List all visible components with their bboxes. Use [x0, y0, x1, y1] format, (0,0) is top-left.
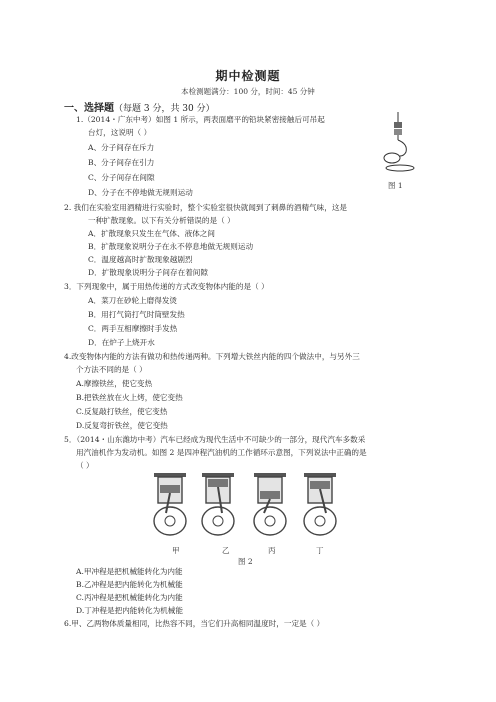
q4-option-c: C.反复敲打铁丝，使它变热: [76, 407, 168, 416]
section-heading-note: （每题 3 分，共 30 分）: [114, 104, 215, 114]
q1-option-b: B、分子间存在引力: [88, 158, 155, 167]
q3-option-b: B．用打气筒打气时筒壁发热: [88, 310, 185, 319]
q4-option-b: B.把铁丝放在火上烤，使它变热: [76, 393, 183, 402]
engine-bing-drawing: [254, 473, 286, 535]
q5-option-b: B.乙冲程是把内能转化为机械能: [76, 580, 183, 589]
q1-line-1: 1.（2014・广东中考）如图 1 所示，两表面磨平的铅块紧密接触后可吊起: [76, 115, 325, 124]
figure-1-lamp-illustration: [378, 112, 418, 176]
q3-option-c: C．两手互相摩擦时手发热: [88, 324, 178, 333]
engine-label-jia: 甲: [172, 546, 180, 555]
q5-option-a: A.甲冲程是把机械能转化为内能: [76, 567, 183, 576]
figure-2-label: 图 2: [238, 557, 253, 566]
engine-label-ding: 丁: [316, 546, 324, 555]
q2-line-1: 2. 我们在实验室用酒精进行实验时，整个实验室很快就闻到了刺鼻的酒精气味，这是: [64, 203, 348, 212]
q2-line-2: 一种扩散现象。以下有关分析错误的是（ ）: [88, 216, 235, 225]
q1-line-2: 台灯，这说明（ ）: [88, 128, 152, 137]
page-title: 期中检测题: [215, 69, 281, 83]
engine-jia-drawing: [154, 473, 186, 535]
q1-option-c: C、分子间存在间隙: [88, 173, 155, 182]
q5-line-1: 5．（2014・山东潍坊中考）汽车已经成为现代生活中不可缺少的一部分，现代汽车多数采: [64, 435, 366, 444]
q2-option-c: C．温度越高时扩散现象越剧烈: [88, 255, 193, 264]
q6-line-1: 6.甲、乙两物体质量相同，比热容不同，当它们升高相同温度时，一定是（ ）: [64, 619, 325, 628]
q2-option-a: A．扩散现象只发生在气体、液体之间: [88, 229, 215, 238]
q2-option-b: B．扩散现象说明分子在永不停息地做无规则运动: [88, 242, 254, 251]
engine-label-yi: 乙: [222, 546, 230, 555]
section-heading: [64, 99, 215, 114]
q5-line-2: 用汽油机作为发动机。如图 2 是四冲程汽油机的工作循环示意图，下列说法中正确的是: [76, 448, 367, 457]
figure-1-label: 图 1: [388, 181, 403, 190]
q4-line-2: 个方法不同的是（ ）: [76, 365, 147, 374]
figure-2-engine-cycle: [148, 469, 348, 541]
engine-ding-drawing: [304, 473, 336, 535]
q4-line-1: 4.改变物体内能的方法有做功和热传递两种。下列增大铁丝内能的四个做法中，与另外三: [64, 352, 360, 361]
q4-option-a: A.摩擦铁丝，使它变热: [76, 379, 153, 388]
q5-option-c: C.丙冲程是把机械能转化为内能: [76, 593, 183, 602]
q2-option-d: D．扩散现象说明分子间存在着间隙: [88, 268, 208, 277]
q5-option-d: D.丁冲程是把内能转化为机械能: [76, 606, 183, 615]
engine-label-bing: 丙: [268, 546, 276, 555]
section-heading-text: 一、选择题: [64, 103, 114, 114]
q1-option-a: A、分子间存在斥力: [88, 143, 155, 152]
q5-line-3: （ ）: [76, 461, 94, 470]
q3-line-1: 3．下列现象中，属于用热传递的方式改变物体内能的是（ ）: [64, 282, 269, 291]
q4-option-d: D.反复弯折铁丝，使它变热: [76, 421, 168, 430]
q3-option-a: A．菜刀在砂轮上磨得发烫: [88, 296, 178, 305]
page-subtitle: 本检测题满分：100 分，时间：45 分钟: [181, 87, 315, 96]
q1-option-d: D、分子在不停地做无规则运动: [88, 188, 193, 197]
engine-yi-drawing: [202, 473, 234, 535]
q3-option-d: D．在炉子上烧开水: [88, 338, 155, 347]
